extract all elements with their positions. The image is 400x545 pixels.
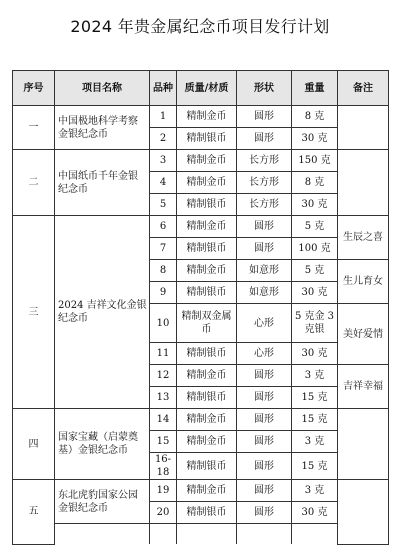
weight-cell: 100 克 — [292, 238, 338, 260]
material-cell: 精制银币 — [177, 194, 237, 216]
variety-cell: 11 — [150, 343, 177, 365]
material-cell: 精制金币 — [177, 106, 237, 128]
shape-cell: 心形 — [237, 343, 292, 365]
group-seq: 三 — [13, 216, 55, 409]
shape-cell: 圆形 — [237, 365, 292, 387]
table-row — [13, 106, 389, 128]
weight-cell: 30 克 — [292, 502, 338, 524]
variety-cell: 16-18 — [150, 453, 177, 480]
header-variety: 品种 — [150, 71, 177, 106]
table-row — [13, 150, 389, 172]
header-project-name: 项目名称 — [55, 71, 150, 106]
variety-cell: 9 — [150, 282, 177, 304]
variety-cell: 5 — [150, 194, 177, 216]
table-row — [13, 216, 389, 238]
material-cell: 精制银币 — [177, 387, 237, 409]
variety-cell: 2 — [150, 128, 177, 150]
variety-cell: 13 — [150, 387, 177, 409]
remark-cell: 美好爱情 — [338, 304, 389, 365]
shape-cell: 圆形 — [237, 453, 292, 480]
variety-cell: 10 — [150, 304, 177, 343]
remark-cell — [338, 150, 389, 216]
shape-cell: 圆形 — [237, 106, 292, 128]
material-cell: 精制金币 — [177, 216, 237, 238]
material-cell: 精制金币 — [177, 150, 237, 172]
material-cell: 精制银币 — [177, 128, 237, 150]
variety-cell: 6 — [150, 216, 177, 238]
shape-cell: 圆形 — [237, 128, 292, 150]
header-quality-material: 质量/材质 — [177, 71, 237, 106]
header-remarks: 备注 — [338, 71, 389, 106]
remark-cell — [338, 106, 389, 150]
table-header-row — [13, 71, 389, 106]
material-cell: 精制金币 — [177, 431, 237, 453]
material-cell: 精制金币 — [177, 172, 237, 194]
variety-cell: 19 — [150, 480, 177, 502]
shape-cell: 圆形 — [237, 480, 292, 502]
variety-cell: 1 — [150, 106, 177, 128]
remark-cell: 生辰之喜 — [338, 216, 389, 260]
group-name: 2024 吉祥文化金银纪念币 — [55, 216, 150, 409]
group-seq: 二 — [13, 150, 55, 216]
group-name: 国家宝藏（启蒙奠基）金银纪念币 — [55, 409, 150, 480]
shape-cell: 圆形 — [237, 238, 292, 260]
header-shape: 形状 — [237, 71, 292, 106]
shape-cell: 长方形 — [237, 194, 292, 216]
weight-cell: 5 克 — [292, 216, 338, 238]
material-cell: 精制银币 — [177, 502, 237, 524]
material-cell: 精制金币 — [177, 480, 237, 502]
group-name: 中国极地科学考察金银纪念币 — [55, 106, 150, 150]
material-cell: 精制银币 — [177, 282, 237, 304]
material-cell: 精制银币 — [177, 453, 237, 480]
weight-cell: 30 克 — [292, 282, 338, 304]
remark-cell: 吉祥幸福 — [338, 365, 389, 409]
variety-cell: 15 — [150, 431, 177, 453]
weight-cell: 30 克 — [292, 194, 338, 216]
variety-cell: 20 — [150, 502, 177, 524]
remark-cell: 生儿育女 — [338, 260, 389, 304]
shape-cell: 圆形 — [237, 502, 292, 524]
group-seq: 一 — [13, 106, 55, 150]
material-cell: 精制金币 — [177, 409, 237, 431]
shape-cell: 如意形 — [237, 282, 292, 304]
material-cell: 精制金币 — [177, 365, 237, 387]
variety-cell: 14 — [150, 409, 177, 431]
variety-cell: 12 — [150, 365, 177, 387]
shape-cell: 如意形 — [237, 260, 292, 282]
weight-cell: 3 克 — [292, 365, 338, 387]
weight-cell: 15 克 — [292, 409, 338, 431]
table-row — [13, 409, 389, 431]
weight-cell: 30 克 — [292, 343, 338, 365]
remark-cell — [338, 409, 389, 480]
variety-cell: 7 — [150, 238, 177, 260]
weight-cell: 3 克 — [292, 431, 338, 453]
weight-cell: 5 克金 3 克银 — [292, 304, 338, 343]
shape-cell: 圆形 — [237, 387, 292, 409]
variety-cell: 8 — [150, 260, 177, 282]
weight-cell: 8 克 — [292, 106, 338, 128]
weight-cell: 8 克 — [292, 172, 338, 194]
material-cell: 精制金币 — [177, 260, 237, 282]
shape-cell: 圆形 — [237, 216, 292, 238]
variety-cell: 3 — [150, 150, 177, 172]
weight-cell: 15 克 — [292, 387, 338, 409]
weight-cell: 15 克 — [292, 453, 338, 480]
weight-cell: 3 克 — [292, 480, 338, 502]
material-cell: 精制银币 — [177, 238, 237, 260]
shape-cell: 圆形 — [237, 431, 292, 453]
group-name: 中国纸币千年金银纪念币 — [55, 150, 150, 216]
shape-cell: 心形 — [237, 304, 292, 343]
coin-issuance-table — [12, 70, 389, 545]
weight-cell: 5 克 — [292, 260, 338, 282]
material-cell: 精制双金属币 — [177, 304, 237, 343]
table-row — [13, 480, 389, 502]
shape-cell: 长方形 — [237, 150, 292, 172]
group-seq: 五 — [13, 480, 55, 545]
remark-cell — [338, 480, 389, 545]
shape-cell: 圆形 — [237, 409, 292, 431]
group-seq: 四 — [13, 409, 55, 480]
weight-cell: 150 克 — [292, 150, 338, 172]
header-weight: 重量 — [292, 71, 338, 106]
shape-cell: 长方形 — [237, 172, 292, 194]
header-seq: 序号 — [13, 71, 55, 106]
material-cell: 精制银币 — [177, 343, 237, 365]
weight-cell: 30 克 — [292, 128, 338, 150]
group-name: 东北虎豹国家公园金银纪念币 — [55, 480, 150, 524]
page-title: 2024 年贵金属纪念币项目发行计划 — [70, 17, 330, 36]
variety-cell: 4 — [150, 172, 177, 194]
